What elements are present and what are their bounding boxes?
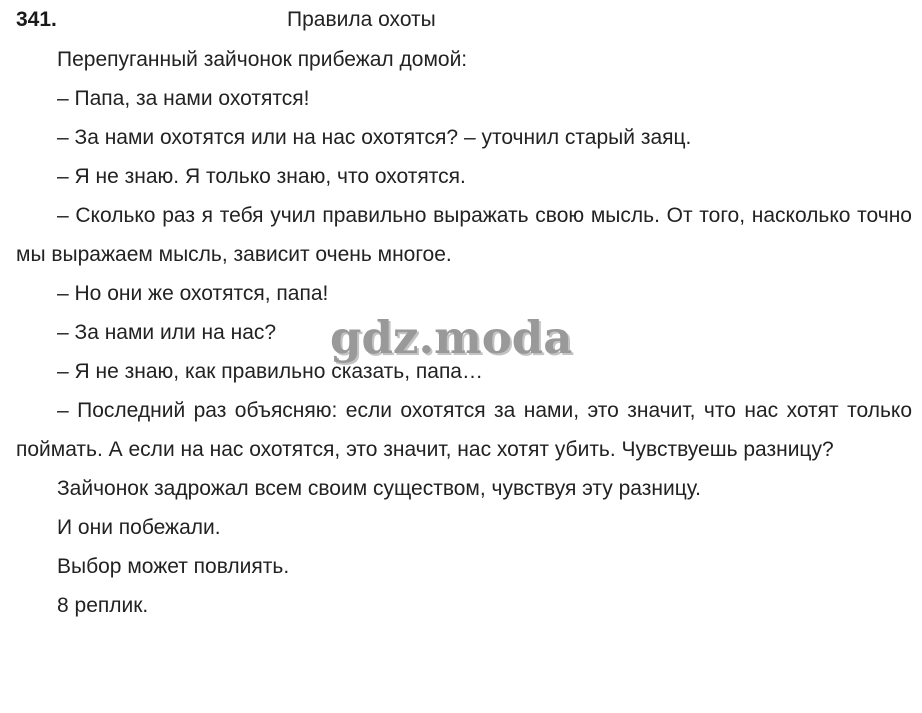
text-paragraph: – Я не знаю, как правильно сказать, папа… [57,360,483,383]
text-paragraph: – Последний раз объясняю: если охотятся за нами, это значит, что нас хотят только поймать. А если на нас охотятся, это значит, нас хотят убить. Чувствуешь разницу? [16,399,912,461]
text-paragraph: – Папа, за нами охотятся! [57,87,310,110]
text-paragraph: – За нами или на нас? [57,321,277,344]
text-paragraph: – Но они же охотятся, папа! [57,282,329,305]
text-paragraph: – Я не знаю. Я только знаю, что охотятся. [57,165,466,188]
text-paragraph: И они побежали. [57,516,221,539]
text-paragraph: – Сколько раз я тебя учил правильно выражать свою мысль. От того, насколько точно мы выражаем мысль, зависит очень многое. [16,204,912,266]
text-paragraph: 8 реплик. [57,594,149,617]
exercise-number: 341. [16,8,57,31]
text-paragraph: Выбор может повлиять. [57,555,290,578]
text-paragraph: Зайчонок задрожал всем своим существом, чувствуя эту разницу. [57,477,701,500]
text-paragraph: – За нами охотятся или на нас охотятся? – уточнил старый заяц. [57,126,692,149]
text-paragraph: Перепуганный зайчонок прибежал домой: [57,48,468,71]
watermark-logo: gdz.moda [330,311,573,364]
exercise-title: Правила охоты [287,8,436,31]
